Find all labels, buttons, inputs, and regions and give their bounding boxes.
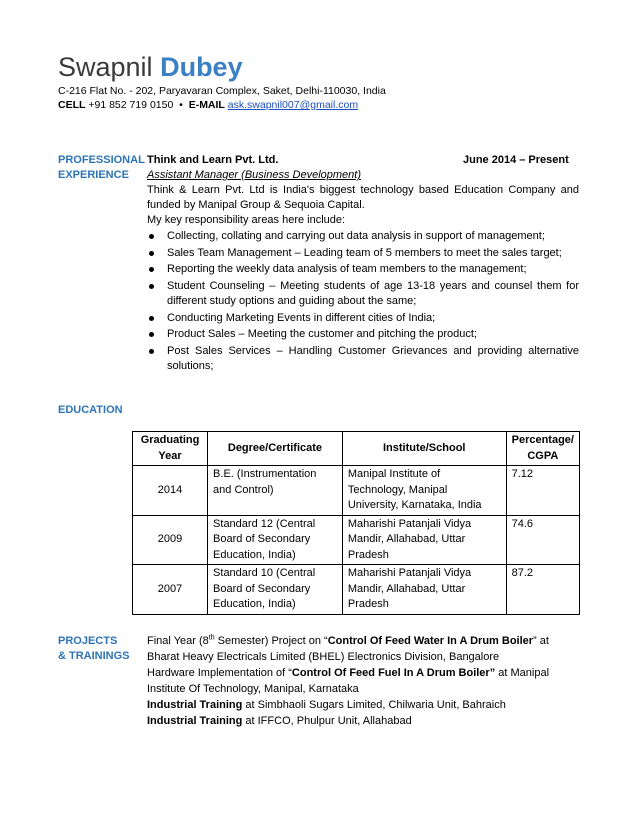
table-row [133,565,580,615]
header-graduating-year: Graduating Year [133,432,208,466]
intro-line-1: Think & Learn Pvt. Ltd is India's biggest technology based Education Company and [147,184,579,196]
list-item: Reporting the weekly data analysis of team members to the management; [147,262,579,278]
separator: • [179,99,183,111]
header-degree: Degree/Certificate [208,432,343,466]
list-item: Conducting Marketing Events in different cities of India; [147,311,579,327]
cell-score: 74.6 [506,515,579,565]
section-label-education: EDUCATION [58,404,123,416]
cell-year: 2009 [133,515,208,565]
bullet-icon [149,234,154,239]
list-item: Collecting, collating and carrying out data analysis in support of management; [147,229,579,245]
job-role: Assistant Manager (Business Development) [147,169,361,181]
cell-institute: Maharishi Patanjali Vidya Mandir, Allahabad, Uttar Pradesh [342,515,506,565]
bullet-icon [149,251,154,256]
section-label-trainings: & TRAININGS [58,650,130,662]
list-item: Sales Team Management – Leading team of 5 members to meet the sales target; [147,246,579,262]
cell-degree: Standard 10 (Central Board of Secondary Education, India) [208,565,343,615]
responsibility-list [147,229,579,376]
company-name: Think and Learn Pvt. Ltd. [147,154,279,166]
cell-score: 87.2 [506,565,579,615]
cell-label: CELL [58,99,86,111]
project-1-line-2: Bharat Heavy Electricals Limited (BHEL) Electronics Division, Bangalore [147,651,500,663]
table-row [133,466,580,516]
list-item: Post Sales Services – Handling Customer Grievances and providing alternative solutions; [147,344,579,375]
cell-score: 7.12 [506,466,579,516]
candidate-name [58,50,243,84]
list-item: Product Sales – Meeting the customer and pitching the product; [147,327,579,343]
table-row [133,515,580,565]
employment-dates: June 2014 – Present [463,154,569,166]
project-2-line-1: Hardware Implementation of “Control Of Feed Fuel In A Drum Boiler” at Manipal [147,667,550,679]
contact-line [58,98,358,112]
email-link[interactable]: ask.swapnil007@gmail.com [227,99,359,111]
bullet-icon [149,349,154,354]
cell-institute: Manipal Institute of Technology, Manipal University, Karnataka, India [342,466,506,516]
training-1: Industrial Training at Simbhaoli Sugars Limited, Chilwaria Unit, Bahraich [147,699,506,711]
section-label-professional: PROFESSIONAL [58,154,145,166]
section-label-projects: PROJECTS [58,635,118,647]
header-percentage: Percentage/ CGPA [506,432,579,466]
cell-year: 2014 [133,466,208,516]
bullet-icon [149,284,154,289]
email-label: E-MAIL [188,99,225,111]
first-name: Swapnil [58,52,153,82]
cell-institute: Maharishi Patanjali Vidya Mandir, Allahabad, Uttar Pradesh [342,565,506,615]
bullet-icon [149,316,154,321]
list-item: Student Counseling – Meeting students of age 13-18 years and counsel them for different study options and guiding about the same; [147,279,579,310]
cell-value: +91 852 719 0150 [88,99,174,111]
intro-line-3: My key responsibility areas here include: [147,214,346,226]
last-name: Dubey [160,52,243,82]
table-header-row [133,432,580,466]
project-1-line-1: Final Year (8th Semester) Project on “Control Of Feed Water In A Drum Boiler” at [147,634,549,647]
cell-degree: B.E. (Instrumentation and Control) [208,466,343,516]
intro-line-2: funded by Manipal Group & Sequoia Capital. [147,199,365,211]
project-2-line-2: Institute Of Technology, Manipal, Karnataka [147,683,359,695]
bullet-icon [149,267,154,272]
header-institute: Institute/School [342,432,506,466]
bullet-icon [149,332,154,337]
education-table [132,431,580,615]
section-label-experience: EXPERIENCE [58,169,129,181]
cell-year: 2007 [133,565,208,615]
cell-degree: Standard 12 (Central Board of Secondary Education, India) [208,515,343,565]
training-2: Industrial Training at IFFCO, Phulpur Unit, Allahabad [147,715,412,727]
address-line: C-216 Flat No. - 202, Paryavaran Complex, Saket, Delhi-110030, India [58,85,386,97]
